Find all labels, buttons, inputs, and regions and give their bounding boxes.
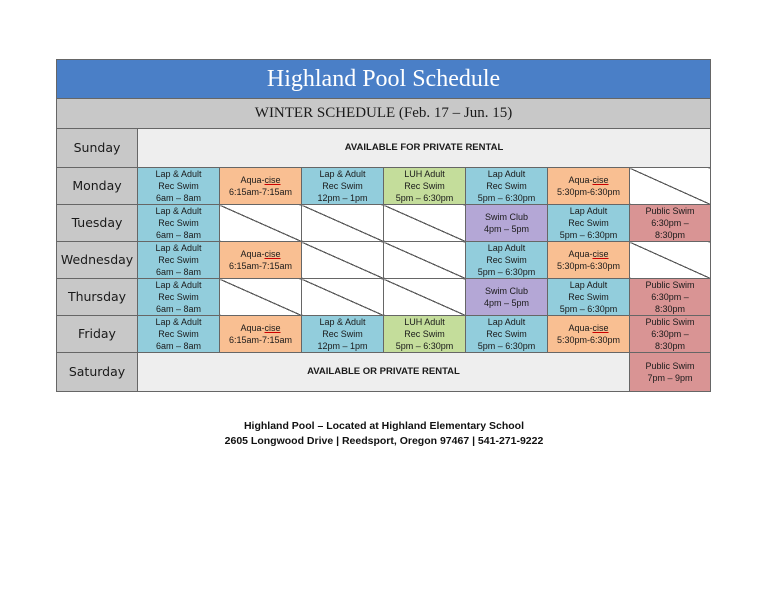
day-label-sunday: Sunday — [57, 129, 138, 168]
saturday-private-rental: AVAILABLE OR PRIVATE RENTAL — [138, 353, 630, 392]
session-time: 5:30pm-6:30pm — [556, 261, 621, 271]
session-name: Public Swim — [645, 280, 695, 290]
session-type: Rec Swim — [322, 181, 363, 191]
friday-lap-noon — [302, 316, 384, 353]
day-label-tuesday: Tuesday — [57, 205, 138, 242]
session-type: Rec Swim — [404, 181, 445, 191]
session-name: Aqua-cise — [240, 175, 281, 185]
session-type: Rec Swim — [486, 255, 527, 265]
session-name: Lap Adult — [569, 280, 608, 290]
session-type: Rec Swim — [158, 292, 199, 302]
session-type: Rec Swim — [486, 329, 527, 339]
session-time: 12pm – 1pm — [317, 193, 368, 203]
footer-address: 2605 Longwood Drive | Reedsport, Oregon 97467 | 541-271-9222 — [224, 435, 544, 447]
empty-slot — [220, 279, 302, 316]
day-label-thursday: Thursday — [57, 279, 138, 316]
session-name: Swim Club — [484, 212, 528, 222]
schedule-subtitle: WINTER SCHEDULE (Feb. 17 – Jun. 15) — [57, 99, 711, 129]
session-name: LUH Adult — [404, 169, 445, 179]
session-name: Lap Adult — [487, 169, 526, 179]
wednesday-aquacise-morning — [220, 242, 302, 279]
thursday-lap-evening — [548, 279, 630, 316]
wednesday-aquacise-evening — [548, 242, 630, 279]
session-time-end: 8:30pm — [655, 341, 686, 351]
session-type: Rec Swim — [158, 181, 199, 191]
session-time: 4pm – 5pm — [483, 298, 530, 308]
session-type: Rec Swim — [158, 255, 199, 265]
session-time: 5:30pm-6:30pm — [556, 335, 621, 345]
friday-lap-evening — [466, 316, 548, 353]
session-time: 5pm – 6:30pm — [559, 230, 618, 240]
day-label-saturday: Saturday — [57, 353, 138, 392]
schedule-table — [56, 59, 711, 392]
empty-slot — [302, 242, 384, 279]
saturday-public-swim — [630, 353, 711, 392]
session-type: Rec Swim — [322, 329, 363, 339]
session-name: Lap & Adult — [319, 317, 366, 327]
session-time: 6am – 8am — [155, 193, 202, 203]
monday-luh-adult — [384, 168, 466, 205]
empty-slot — [630, 168, 711, 205]
monday-lap-morning — [138, 168, 220, 205]
session-time: 5:30pm-6:30pm — [556, 187, 621, 197]
session-name: Lap Adult — [487, 317, 526, 327]
empty-slot — [384, 205, 466, 242]
tuesday-swim-club — [466, 205, 548, 242]
session-time: 5pm – 6:30pm — [477, 267, 536, 277]
session-name: Lap Adult — [569, 206, 608, 216]
sunday-private-rental: AVAILABLE FOR PRIVATE RENTAL — [138, 129, 711, 168]
monday-aquacise-evening — [548, 168, 630, 205]
friday-aquacise-evening — [548, 316, 630, 353]
friday-aquacise-morning — [220, 316, 302, 353]
monday-lap-noon — [302, 168, 384, 205]
page-title: Highland Pool Schedule — [57, 60, 711, 99]
session-time: 6am – 8am — [155, 304, 202, 314]
session-name: Aqua-cise — [568, 175, 609, 185]
session-time: 5pm – 6:30pm — [477, 341, 536, 351]
footer-location: Highland Pool – Located at Highland Elementary School — [243, 420, 525, 432]
empty-slot — [302, 279, 384, 316]
session-time: 6:15am-7:15am — [228, 187, 293, 197]
session-time: 6:15am-7:15am — [228, 335, 293, 345]
session-type: Rec Swim — [158, 218, 199, 228]
session-name: Public Swim — [645, 361, 695, 371]
session-time: 7pm – 9pm — [647, 373, 693, 383]
session-name: Public Swim — [645, 206, 695, 216]
session-type: Rec Swim — [486, 181, 527, 191]
tuesday-lap-morning — [138, 205, 220, 242]
monday-lap-evening — [466, 168, 548, 205]
tuesday-lap-evening — [548, 205, 630, 242]
thursday-lap-morning — [138, 279, 220, 316]
thursday-swim-club — [466, 279, 548, 316]
day-label-wednesday: Wednesday — [57, 242, 138, 279]
session-name: Lap & Adult — [155, 169, 202, 179]
empty-slot — [302, 205, 384, 242]
session-type: Rec Swim — [568, 218, 609, 228]
session-time: 5pm – 6:30pm — [395, 341, 454, 351]
thursday-public-swim — [630, 279, 711, 316]
session-time-end: 8:30pm — [655, 230, 686, 240]
session-name: Lap & Adult — [319, 169, 366, 179]
empty-slot — [384, 242, 466, 279]
session-name: Lap & Adult — [155, 206, 202, 216]
session-name: LUH Adult — [404, 317, 445, 327]
session-name: Aqua-cise — [568, 323, 609, 333]
session-time: 6am – 8am — [155, 267, 202, 277]
session-time: 6am – 8am — [155, 230, 202, 240]
session-type: Rec Swim — [568, 292, 609, 302]
session-time: 6:15am-7:15am — [228, 261, 293, 271]
session-time: 4pm – 5pm — [483, 224, 530, 234]
empty-slot — [630, 242, 711, 279]
session-time: 5pm – 6:30pm — [395, 193, 454, 203]
session-name: Aqua-cise — [240, 323, 281, 333]
session-time: 6am – 8am — [155, 341, 202, 351]
friday-luh-adult — [384, 316, 466, 353]
tuesday-public-swim — [630, 205, 711, 242]
session-type: Rec Swim — [158, 329, 199, 339]
session-time: 6:30pm – — [651, 329, 689, 339]
session-time: 5pm – 6:30pm — [477, 193, 536, 203]
session-name: Lap Adult — [487, 243, 526, 253]
session-name: Public Swim — [645, 317, 695, 327]
session-time: 6:30pm – — [651, 292, 689, 302]
day-label-monday: Monday — [57, 168, 138, 205]
empty-slot — [384, 279, 466, 316]
session-time-end: 8:30pm — [655, 304, 686, 314]
friday-public-swim — [630, 316, 711, 353]
session-name: Aqua-cise — [240, 249, 281, 259]
session-time: 6:30pm – — [651, 218, 689, 228]
session-name: Lap & Adult — [155, 243, 202, 253]
wednesday-lap-morning — [138, 242, 220, 279]
session-time: 5pm – 6:30pm — [559, 304, 618, 314]
session-name: Lap & Adult — [155, 317, 202, 327]
session-type: Rec Swim — [404, 329, 445, 339]
session-name: Swim Club — [484, 286, 528, 296]
day-label-friday: Friday — [57, 316, 138, 353]
friday-lap-morning — [138, 316, 220, 353]
session-name: Aqua-cise — [568, 249, 609, 259]
wednesday-lap-evening — [466, 242, 548, 279]
session-name: Lap & Adult — [155, 280, 202, 290]
monday-aquacise-morning — [220, 168, 302, 205]
session-time: 12pm – 1pm — [317, 341, 368, 351]
empty-slot — [220, 205, 302, 242]
